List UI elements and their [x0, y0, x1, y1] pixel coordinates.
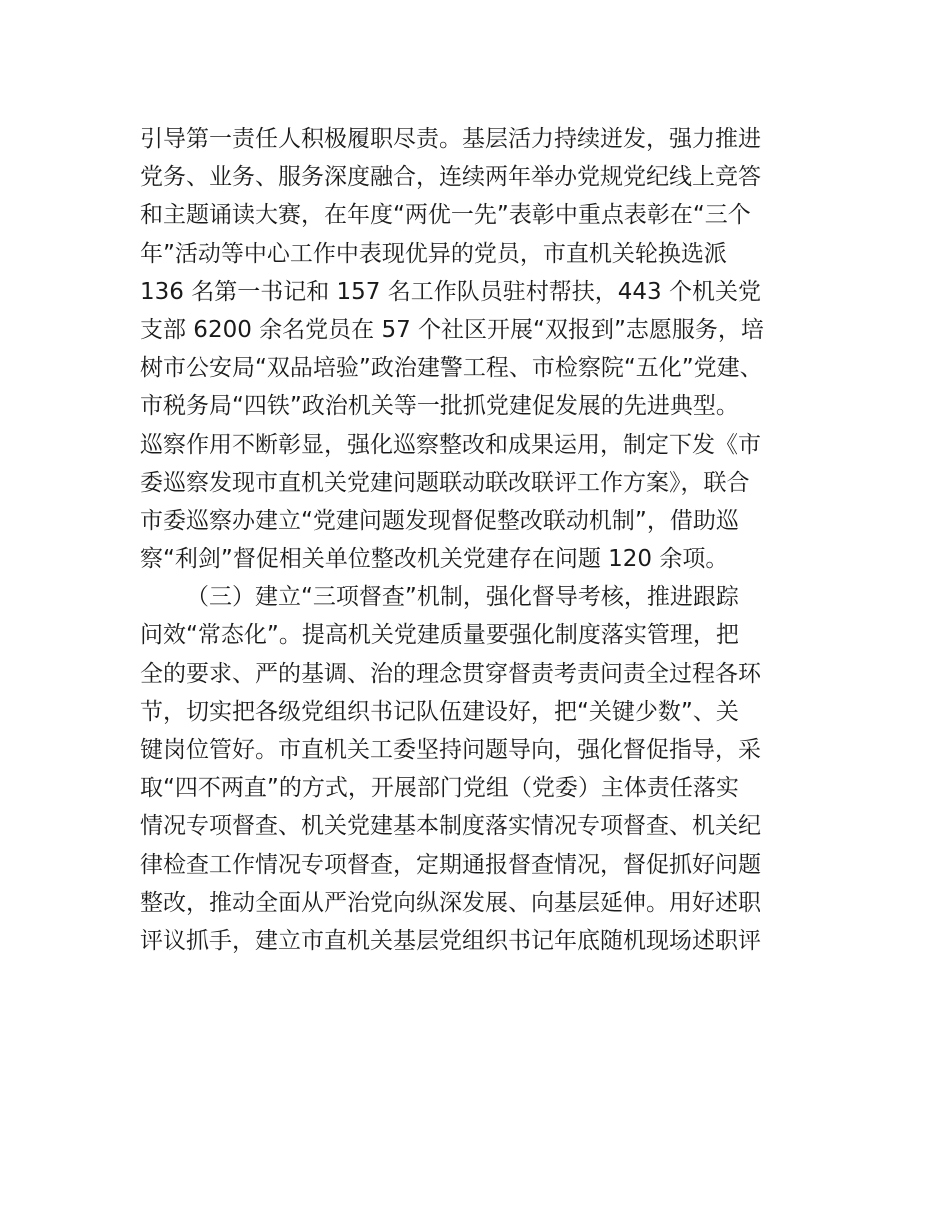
text-line: 委巡察发现市直机关党建问题联动联改联评工作方案》，联合	[140, 469, 750, 496]
text-line: 党务、业务、服务深度融合，连续两年举办党规党纪线上竞答	[140, 164, 761, 191]
text-line: 和主题诵读大赛，在年度“两优一先”表彰中重点表彰在“三个	[140, 202, 751, 229]
text-line: 全的要求、严的基调、治的理念贯穿督责考责问责全过程各环	[140, 660, 761, 687]
text-line: 评议抓手，建立市直机关基层党组织书记年底随机现场述职评	[140, 927, 761, 954]
text-line: 整改，推动全面从严治党向纵深发展、向基层延伸。用好述职	[140, 889, 761, 916]
text-line: 察“利剑”督促相关单位整改机关党建存在问题 120 余项。	[140, 546, 729, 573]
text-line: 市税务局“四铁”政治机关等一批抓党建促发展的先进典型。	[140, 393, 739, 420]
text-line: 引导第一责任人积极履职尽责。基层活力持续迸发，强力推进	[140, 126, 761, 152]
text-line: 键岗位管好。市直机关工委坚持问题导向，强化督促指导，采	[140, 737, 761, 763]
text-line: 年”活动等中心工作中表现优异的党员，市直机关轮换选派	[140, 240, 727, 267]
text-line: 节，切实把各级党组织书记队伍建设好，把“关键少数”、关	[140, 698, 739, 725]
text-line-indented: （三）建立“三项督查”机制，强化督导考核，推进跟踪	[186, 584, 739, 611]
text-line: 取“四不两直”的方式，开展部门党组（党委）主体责任落实	[140, 775, 739, 802]
text-line: 情况专项督查、机关党建基本制度落实情况专项督查、机关纪	[140, 813, 761, 840]
document-body	[140, 120, 830, 960]
text-line: 市委巡察办建立“党建问题发现督促整改联动机制”，借助巡	[140, 507, 739, 534]
paragraph-1	[140, 120, 830, 578]
text-line: 问效“常态化”。提高机关党建质量要强化制度落实管理，把	[140, 622, 739, 649]
text-line: 136 名第一书记和 157 名工作队员驻村帮扶，443 个机关党	[140, 278, 761, 305]
text-line: 支部 6200 余名党员在 57 个社区开展“双报到”志愿服务，培	[140, 316, 764, 343]
text-line: 巡察作用不断彰显，强化巡察整改和成果运用，制定下发《市	[140, 431, 761, 458]
text-line: 律检查工作情况专项督查，定期通报督查情况，督促抓好问题	[140, 851, 761, 878]
paragraph-2	[140, 578, 830, 960]
text-line: 树市公安局“双品培验”政治建警工程、市检察院“五化”党建、	[140, 355, 763, 382]
